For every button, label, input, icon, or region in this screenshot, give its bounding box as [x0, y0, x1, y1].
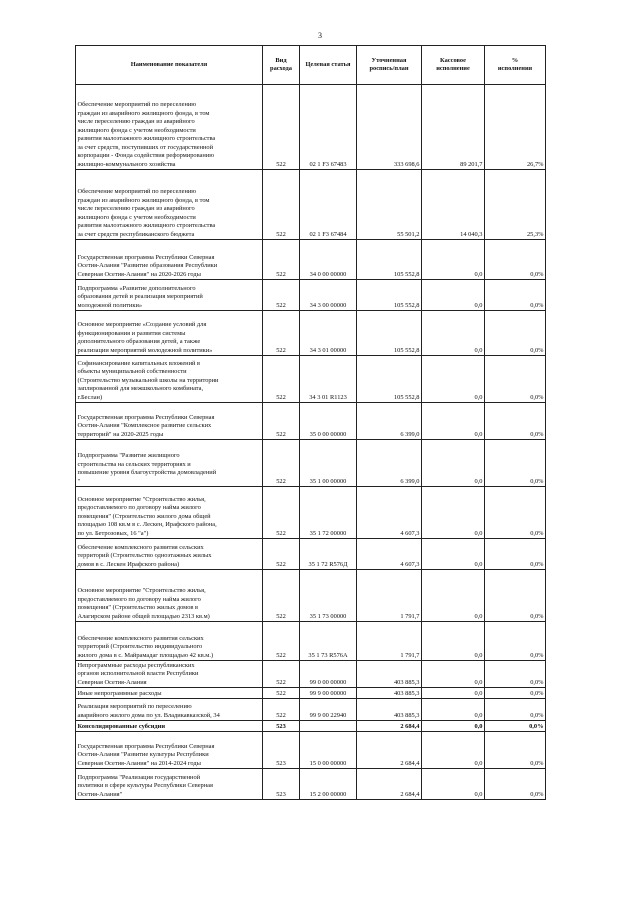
- row-target-code-cell: 34 0 00 00000: [300, 240, 357, 280]
- row-plan-cell: 403 885,3: [357, 661, 422, 688]
- row-percent-cell: 0,0%: [485, 721, 546, 732]
- budget-table: [75, 45, 546, 800]
- row-execution-cell: 0,0: [422, 732, 485, 769]
- table-row: [76, 688, 546, 699]
- table-row: [76, 721, 546, 732]
- row-execution-cell: 0,0: [422, 570, 485, 622]
- row-target-code-cell: 35 1 00 00000: [300, 440, 357, 487]
- row-name-cell: Подпрограмма «Развитие дополнительного образования детей и реализация мероприятий молодежной политики»: [76, 280, 263, 311]
- table-row: [76, 170, 546, 240]
- row-expense-type-cell: 522: [263, 403, 300, 440]
- row-name-cell: Обеспечение мероприятий по переселению граждан из аварийного жилищного фонда, в том числе переселению граждан из аварийного жилищного фонда с учетом необходимости развития малоэтажного жилищного строительства за счет средств республиканского бюджета: [76, 170, 263, 240]
- row-plan-cell: 2 684,4: [357, 769, 422, 800]
- row-target-code-cell: 15 2 00 00000: [300, 769, 357, 800]
- row-plan-cell: 4 607,3: [357, 539, 422, 570]
- row-percent-cell: 0,0%: [485, 440, 546, 487]
- row-plan-cell: 105 552,8: [357, 356, 422, 403]
- header-expense-type: Вид расхода: [263, 46, 300, 85]
- row-execution-cell: 0,0: [422, 440, 485, 487]
- row-execution-cell: 0,0: [422, 688, 485, 699]
- row-percent-cell: 25,3%: [485, 170, 546, 240]
- row-percent-cell: 0,0%: [485, 539, 546, 570]
- row-execution-cell: 0,0: [422, 240, 485, 280]
- row-expense-type-cell: 522: [263, 661, 300, 688]
- row-execution-cell: 89 201,7: [422, 85, 485, 170]
- row-target-code-cell: 02 1 F3 67484: [300, 170, 357, 240]
- row-target-code-cell: 35 1 72 00000: [300, 487, 357, 539]
- row-name-cell: Консолидированные субсидии: [76, 721, 263, 732]
- row-expense-type-cell: 522: [263, 699, 300, 721]
- table-row: [76, 661, 546, 688]
- table-body: [76, 85, 546, 800]
- row-percent-cell: 0,0%: [485, 661, 546, 688]
- row-execution-cell: 0,0: [422, 699, 485, 721]
- table-row: [76, 280, 546, 311]
- row-expense-type-cell: 522: [263, 240, 300, 280]
- table-row: [76, 240, 546, 280]
- row-percent-cell: 0,0%: [485, 769, 546, 800]
- header-execution: Кассовое исполнение: [422, 46, 485, 85]
- row-target-code-cell: 99 9 00 22940: [300, 699, 357, 721]
- header-name: Наименование показателя: [76, 46, 263, 85]
- header-plan: Уточненная роспись/план: [357, 46, 422, 85]
- row-expense-type-cell: 522: [263, 170, 300, 240]
- row-target-code-cell: 35 0 00 00000: [300, 403, 357, 440]
- table-row: [76, 699, 546, 721]
- row-plan-cell: 4 607,3: [357, 487, 422, 539]
- row-name-cell: Государственная программа Республики Северная Осетия-Алания "Развитие культуры Республики Северная Осетия-Алания" на 2014-2024 годы: [76, 732, 263, 769]
- table-row: [76, 487, 546, 539]
- table-row: [76, 622, 546, 661]
- row-plan-cell: 6 399,0: [357, 440, 422, 487]
- row-expense-type-cell: 522: [263, 356, 300, 403]
- table-row: [76, 85, 546, 170]
- table-row: [76, 440, 546, 487]
- row-plan-cell: 1 791,7: [357, 622, 422, 661]
- row-target-code-cell: 34 3 01 R1123: [300, 356, 357, 403]
- row-plan-cell: 403 885,3: [357, 688, 422, 699]
- row-percent-cell: 0,0%: [485, 280, 546, 311]
- row-percent-cell: 0,0%: [485, 622, 546, 661]
- row-name-cell: Непрограммные расходы республиканских органов исполнительной власти Республики Северная Осетия-Алания: [76, 661, 263, 688]
- row-target-code-cell: 99 0 00 00000: [300, 661, 357, 688]
- row-name-cell: Реализация мероприятий по переселению аварийного жилого дома по ул. Владикавказской, 34: [76, 699, 263, 721]
- row-expense-type-cell: 522: [263, 570, 300, 622]
- table-row: [76, 403, 546, 440]
- table-row: [76, 570, 546, 622]
- row-expense-type-cell: 522: [263, 280, 300, 311]
- row-target-code-cell: 35 1 73 00000: [300, 570, 357, 622]
- row-execution-cell: 0,0: [422, 487, 485, 539]
- row-plan-cell: 6 399,0: [357, 403, 422, 440]
- row-expense-type-cell: 523: [263, 769, 300, 800]
- row-target-code-cell: 35 1 73 R576А: [300, 622, 357, 661]
- row-plan-cell: 1 791,7: [357, 570, 422, 622]
- row-plan-cell: 403 885,3: [357, 699, 422, 721]
- row-percent-cell: 0,0%: [485, 688, 546, 699]
- table-row: [76, 311, 546, 356]
- row-expense-type-cell: 522: [263, 440, 300, 487]
- row-execution-cell: 0,0: [422, 403, 485, 440]
- header-target-code: Целевая статья: [300, 46, 357, 85]
- row-target-code-cell: 35 1 72 R576Д: [300, 539, 357, 570]
- row-plan-cell: 2 684,4: [357, 732, 422, 769]
- row-expense-type-cell: 522: [263, 487, 300, 539]
- row-name-cell: Иные непрограммные расходы: [76, 688, 263, 699]
- table-row: [76, 356, 546, 403]
- row-execution-cell: 0,0: [422, 721, 485, 732]
- row-percent-cell: 0,0%: [485, 732, 546, 769]
- row-percent-cell: 0,0%: [485, 487, 546, 539]
- row-plan-cell: 333 698,6: [357, 85, 422, 170]
- row-plan-cell: 2 684,4: [357, 721, 422, 732]
- row-percent-cell: 0,0%: [485, 570, 546, 622]
- row-target-code-cell: 15 0 00 00000: [300, 732, 357, 769]
- page-number: 3: [318, 31, 322, 40]
- row-target-code-cell: 99 9 00 00000: [300, 688, 357, 699]
- row-execution-cell: 0,0: [422, 356, 485, 403]
- row-execution-cell: 0,0: [422, 622, 485, 661]
- table-row: [76, 732, 546, 769]
- row-percent-cell: 0,0%: [485, 356, 546, 403]
- table-row: [76, 769, 546, 800]
- row-name-cell: Софинансирование капитальных вложений в объекты муниципальной собственности (Строительство музыкальной школы на территории заплированной для межшкольного комбината, г.Беслан): [76, 356, 263, 403]
- row-percent-cell: 0,0%: [485, 240, 546, 280]
- header-percent: % исполнения: [485, 46, 546, 85]
- row-execution-cell: 0,0: [422, 769, 485, 800]
- row-name-cell: Основное мероприятие "Строительство жилья, предоставляемого по договору найма жилого помещения" (Строительство жилого дома общей площадью 108 кв.м в с. Лескен, Ирафского района, по ул. Бетрозовых, 16 "а"): [76, 487, 263, 539]
- row-name-cell: Обеспечение комплексного развития сельских территорий (Строительство индивидуального жилого дома в с. Майрамадаг площадью 42 кв.м.): [76, 622, 263, 661]
- row-execution-cell: 14 040,3: [422, 170, 485, 240]
- row-expense-type-cell: 522: [263, 85, 300, 170]
- row-execution-cell: 0,0: [422, 539, 485, 570]
- row-expense-type-cell: 523: [263, 732, 300, 769]
- row-target-code-cell: 02 1 F3 67483: [300, 85, 357, 170]
- row-name-cell: Государственная программа Республики Северная Осетия-Алания "Комплексное развитие сельских территорий" на 2020-2025 годы: [76, 403, 263, 440]
- row-target-code-cell: 34 3 01 00000: [300, 311, 357, 356]
- row-expense-type-cell: 522: [263, 311, 300, 356]
- row-percent-cell: 0,0%: [485, 311, 546, 356]
- row-target-code-cell: 34 3 00 00000: [300, 280, 357, 311]
- row-execution-cell: 0,0: [422, 661, 485, 688]
- row-execution-cell: 0,0: [422, 280, 485, 311]
- row-name-cell: Обеспечение комплексного развития сельских территорий (Строительство одноэтажных жилых домов в с. Лескен Ирафского района): [76, 539, 263, 570]
- row-expense-type-cell: 522: [263, 688, 300, 699]
- row-name-cell: Государственная программа Республики Северная Осетия-Алания "Развитие образования Республики Северная Осетия-Алания" на 2020-2026 годы: [76, 240, 263, 280]
- row-expense-type-cell: 522: [263, 622, 300, 661]
- row-name-cell: Подпрограмма "Реализация государственной политики в сфере культуры Республики Северная Осетия-Алания": [76, 769, 263, 800]
- row-expense-type-cell: 522: [263, 539, 300, 570]
- row-plan-cell: 105 552,8: [357, 240, 422, 280]
- row-name-cell: Основное мероприятие «Создание условий для функционирования и развития системы дополнительного образования детей, а также реализации мероприятий молодежной политики»: [76, 311, 263, 356]
- row-plan-cell: 55 501,2: [357, 170, 422, 240]
- row-name-cell: Основное мероприятие "Строительство жилья, предоставляемого по договору найма жилого помещения" (Строительство жилых домов в Алагирском районе общей площадью 2313 кв.м): [76, 570, 263, 622]
- row-target-code-cell: [300, 721, 357, 732]
- table-header-row: [76, 46, 546, 85]
- row-percent-cell: 0,0%: [485, 699, 546, 721]
- row-name-cell: Подпрограмма "Развитие жилищного строительства на сельских территориях и повышение уровня благоустройства домовладений ": [76, 440, 263, 487]
- row-execution-cell: 0,0: [422, 311, 485, 356]
- row-percent-cell: 26,7%: [485, 85, 546, 170]
- row-name-cell: Обеспечение мероприятий по переселению граждан из аварийного жилищного фонда, в том числе переселению граждан из аварийного жилищного фонда с учетом необходимости развития малоэтажного жилищного строительства за счет средств, поступивших от государственной корпорации - Фонда содействия реформированию жилищно-коммунального хозяйства: [76, 85, 263, 170]
- table-row: [76, 539, 546, 570]
- row-plan-cell: 105 552,8: [357, 311, 422, 356]
- row-expense-type-cell: 523: [263, 721, 300, 732]
- row-plan-cell: 105 552,8: [357, 280, 422, 311]
- row-percent-cell: 0,0%: [485, 403, 546, 440]
